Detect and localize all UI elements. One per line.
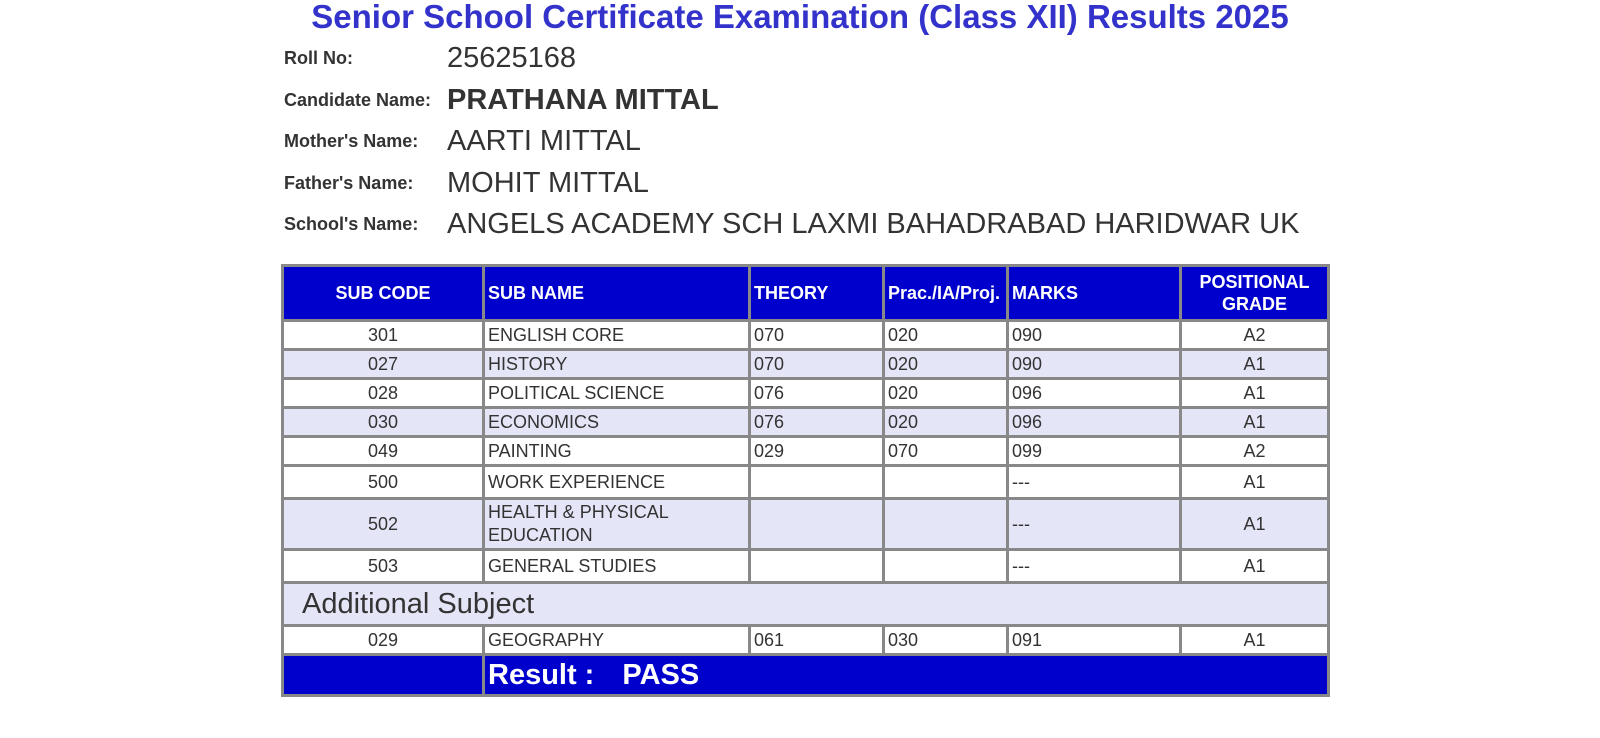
header-marks: MARKS [1008, 266, 1181, 321]
practical-cell [884, 466, 1008, 499]
marks-cell: --- [1008, 466, 1181, 499]
sub-code-cell: 301 [283, 321, 484, 350]
school-name-value: ANGELS ACADEMY SCH LAXMI BAHADRABAD HARIDWAR UK [447, 208, 1300, 241]
grade-cell: A1 [1181, 499, 1329, 550]
sub-code-cell: 027 [283, 350, 484, 379]
sub-code-cell: 502 [283, 499, 484, 550]
sub-code-cell: 028 [283, 379, 484, 408]
marks-cell: --- [1008, 499, 1181, 550]
mother-name-label: Mother's Name: [284, 131, 419, 152]
result-label: Result : [488, 658, 595, 691]
header-sub-name: SUB NAME [484, 266, 750, 321]
sub-name-cell: PAINTING [484, 437, 750, 466]
marks-cell: 099 [1008, 437, 1181, 466]
grade-cell: A1 [1181, 408, 1329, 437]
sub-name-cell: WORK EXPERIENCE [484, 466, 750, 499]
table-row [283, 321, 1329, 350]
page-title: Senior School Certificate Examination (Class XII) Results 2025 [311, 0, 1289, 35]
father-name-value: MOHIT MITTAL [447, 166, 649, 199]
marks-cell: --- [1008, 550, 1181, 583]
practical-cell: 030 [884, 626, 1008, 655]
table-header-row [283, 266, 1329, 321]
practical-cell: 020 [884, 321, 1008, 350]
marks-cell: 091 [1008, 626, 1181, 655]
school-name-row [284, 204, 1299, 246]
father-name-row [284, 163, 1299, 205]
table-row [283, 379, 1329, 408]
header-practical: Prac./IA/Proj. [884, 266, 1008, 321]
table-row [283, 437, 1329, 466]
sub-code-cell: 029 [283, 626, 484, 655]
theory-cell: 029 [750, 437, 884, 466]
marks-cell: 090 [1008, 321, 1181, 350]
table-row [283, 626, 1329, 655]
marks-cell: 090 [1008, 350, 1181, 379]
practical-cell: 020 [884, 379, 1008, 408]
theory-cell [750, 499, 884, 550]
roll-no-label: Roll No: [284, 48, 353, 69]
table-row [283, 466, 1329, 499]
sub-name-cell: HEALTH & PHYSICAL EDUCATION [484, 499, 750, 550]
mother-name-value: AARTI MITTAL [447, 125, 641, 158]
practical-cell [884, 499, 1008, 550]
theory-cell: 070 [750, 350, 884, 379]
result-value: PASS [622, 658, 700, 691]
grade-cell: A1 [1181, 379, 1329, 408]
practical-cell [884, 550, 1008, 583]
grade-cell: A1 [1181, 466, 1329, 499]
candidate-name-row [284, 80, 1299, 122]
candidate-info [284, 38, 1299, 246]
sub-code-cell: 030 [283, 408, 484, 437]
grade-cell: A1 [1181, 550, 1329, 583]
sub-name-cell: GENERAL STUDIES [484, 550, 750, 583]
sub-code-cell: 503 [283, 550, 484, 583]
marks-cell: 096 [1008, 379, 1181, 408]
theory-cell [750, 550, 884, 583]
sub-code-cell: 049 [283, 437, 484, 466]
practical-cell: 070 [884, 437, 1008, 466]
sub-name-cell: POLITICAL SCIENCE [484, 379, 750, 408]
sub-name-cell: HISTORY [484, 350, 750, 379]
sub-code-cell: 500 [283, 466, 484, 499]
marks-cell: 096 [1008, 408, 1181, 437]
table-row [283, 499, 1329, 550]
result-cell [484, 655, 1329, 696]
roll-no-value: 25625168 [447, 42, 577, 75]
header-positional-grade: POSITIONAL GRADE [1181, 266, 1329, 321]
grade-cell: A1 [1181, 626, 1329, 655]
sub-name-cell: ENGLISH CORE [484, 321, 750, 350]
practical-cell: 020 [884, 408, 1008, 437]
grade-cell: A2 [1181, 321, 1329, 350]
roll-no-row [284, 38, 1299, 80]
candidate-name-label: Candidate Name: [284, 89, 432, 110]
school-name-label: School's Name: [284, 214, 419, 235]
table-row [283, 350, 1329, 379]
theory-cell [750, 466, 884, 499]
header-sub-code: SUB CODE [283, 266, 484, 321]
sub-name-cell: GEOGRAPHY [484, 626, 750, 655]
mother-name-row [284, 121, 1299, 163]
theory-cell: 061 [750, 626, 884, 655]
additional-subject-row [283, 583, 1329, 626]
theory-cell: 076 [750, 408, 884, 437]
candidate-name-value: PRATHANA MITTAL [447, 83, 719, 116]
father-name-label: Father's Name: [284, 172, 414, 193]
theory-cell: 076 [750, 379, 884, 408]
grade-cell: A1 [1181, 350, 1329, 379]
theory-cell: 070 [750, 321, 884, 350]
practical-cell: 020 [884, 350, 1008, 379]
table-row [283, 408, 1329, 437]
marks-table [281, 264, 1330, 697]
additional-subject-label: Additional Subject [283, 583, 1329, 626]
result-empty-cell [283, 655, 484, 696]
table-row [283, 550, 1329, 583]
result-row [283, 655, 1329, 696]
header-theory: THEORY [750, 266, 884, 321]
grade-cell: A2 [1181, 437, 1329, 466]
sub-name-cell: ECONOMICS [484, 408, 750, 437]
